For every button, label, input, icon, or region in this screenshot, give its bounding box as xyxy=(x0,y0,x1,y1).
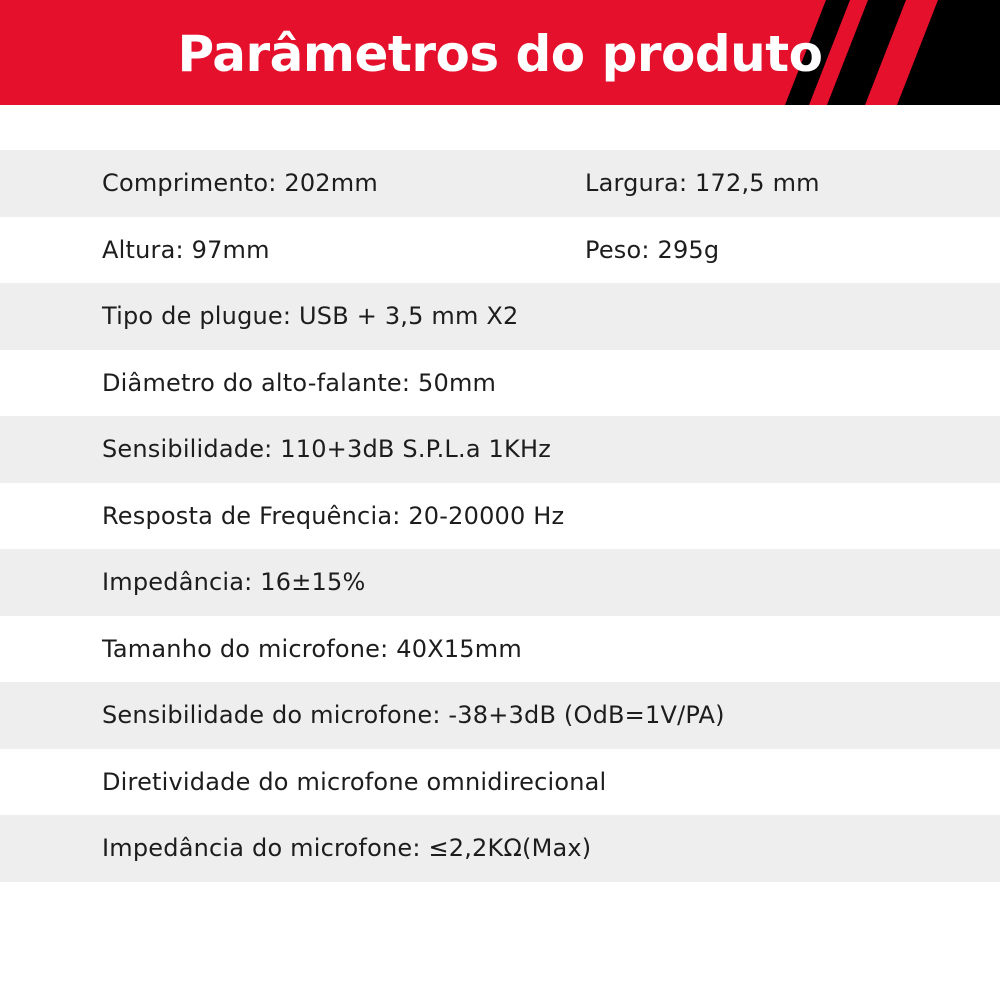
spec-row xyxy=(0,616,1000,683)
spec-table xyxy=(0,150,1000,882)
page-title: Parâmetros do produto xyxy=(177,25,823,83)
spec-row xyxy=(0,150,1000,217)
spec-row xyxy=(0,749,1000,816)
header-banner xyxy=(0,0,1000,105)
spec-row xyxy=(0,815,1000,882)
spec-row xyxy=(0,217,1000,284)
spec-mic-impedance: Impedância do microfone: ≤2,2KΩ(Max) xyxy=(102,834,592,863)
spec-row xyxy=(0,549,1000,616)
spec-width: Largura: 172,5 mm xyxy=(585,169,820,198)
spec-impedance: Impedância: 16±15% xyxy=(102,568,366,597)
spec-row xyxy=(0,283,1000,350)
spec-row xyxy=(0,350,1000,417)
spec-row xyxy=(0,483,1000,550)
spec-frequency-response: Resposta de Frequência: 20-20000 Hz xyxy=(102,501,565,530)
spec-row xyxy=(0,416,1000,483)
spec-mic-size: Tamanho do microfone: 40X15mm xyxy=(102,634,522,663)
spec-mic-directivity: Diretividade do microfone omnidirecional xyxy=(102,767,607,796)
spec-row xyxy=(0,682,1000,749)
spec-weight: Peso: 295g xyxy=(585,235,720,264)
spec-mic-sensitivity: Sensibilidade do microfone: -38+3dB (OdB=1V/PA) xyxy=(102,701,725,730)
spec-length: Comprimento: 202mm xyxy=(102,169,378,198)
spec-height: Altura: 97mm xyxy=(102,235,270,264)
spec-speaker-diameter: Diâmetro do alto-falante: 50mm xyxy=(102,368,497,397)
spec-sensitivity: Sensibilidade: 110+3dB S.P.L.a 1KHz xyxy=(102,435,552,464)
spec-plug-type: Tipo de plugue: USB + 3,5 mm X2 xyxy=(102,302,519,331)
